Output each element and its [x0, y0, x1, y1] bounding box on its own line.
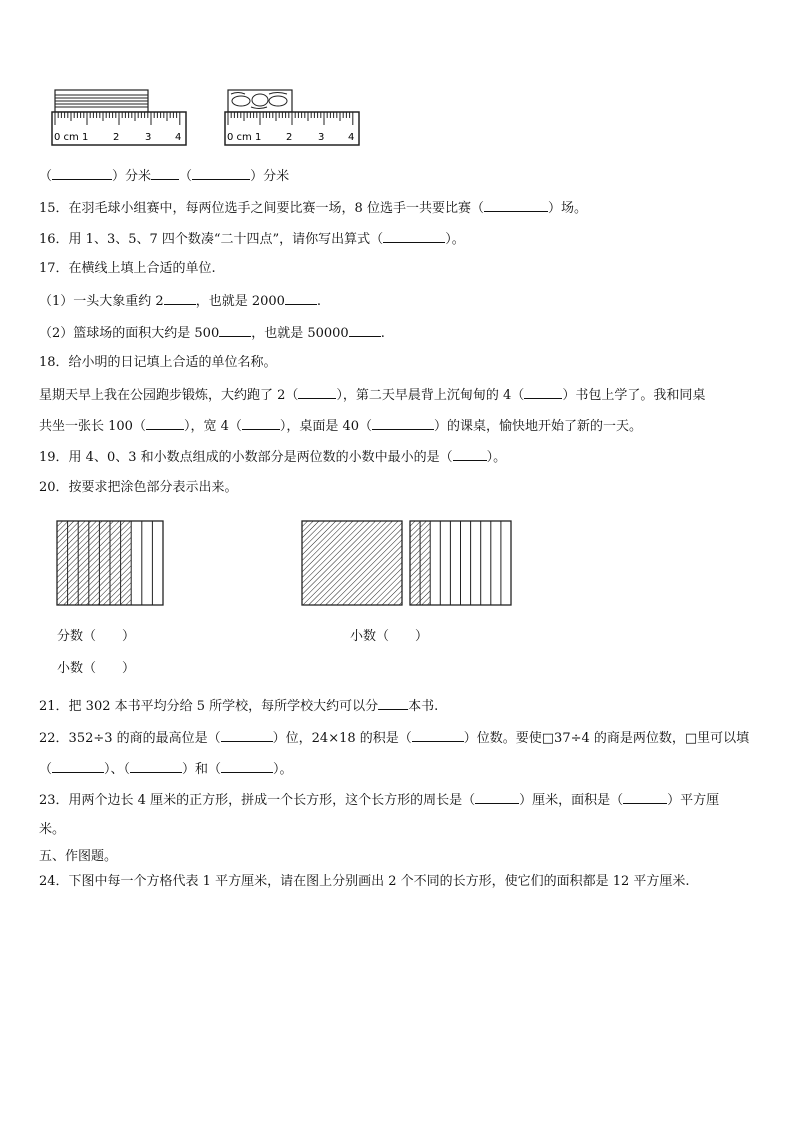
question-text: ）场。 — [547, 201, 587, 216]
ruler-label-0-1: 0 cm 1 — [54, 132, 89, 143]
answer-blank[interactable] — [453, 448, 487, 461]
question-text: 21．把 302 本书平均分给 5 所学校，每所学校大约可以分 — [39, 699, 379, 714]
question-text: 共坐一张长 100（ — [39, 419, 146, 434]
question-text: 24．下图中每一个方格代表 1 平方厘米，请在图上分别画出 2 个不同的长方形，使它们的面积都是 12 平方厘米. — [39, 874, 690, 889]
question-text: ）平方厘 — [667, 793, 720, 808]
ruler-label-3: 3 — [318, 132, 325, 143]
question-text: 19．用 4、0、3 和小数点组成的小数部分是两位数的小数中最小的是（ — [39, 450, 453, 465]
question-24 — [39, 874, 690, 890]
question-text: 本书. — [408, 699, 439, 714]
fraction-answer-label: 分数（ ） — [57, 629, 136, 644]
column-dividers — [420, 521, 501, 605]
question-18-title — [39, 355, 277, 371]
question-text: 18．给小明的日记填上合适的单位名称。 — [39, 355, 277, 370]
question-17-title — [39, 261, 216, 277]
answer-blank[interactable] — [412, 729, 464, 742]
q20-right-figure — [299, 518, 515, 608]
answer-blank[interactable] — [221, 760, 273, 773]
question-text: ）厘米，面积是（ — [519, 793, 624, 808]
decimal-answer-label-left: 小数（ ） — [57, 661, 136, 676]
question-23-line-2 — [39, 822, 65, 838]
question-17-item-1 — [39, 292, 321, 310]
fully-shaded-square — [302, 521, 402, 605]
answer-blank[interactable] — [192, 167, 250, 180]
answer-blank[interactable] — [52, 167, 112, 180]
question-text: 22．352÷3 的商的最高位是（ — [39, 731, 221, 746]
answer-blank[interactable] — [349, 324, 381, 337]
question-19 — [39, 448, 506, 466]
unit-label: 分米 — [125, 169, 152, 184]
question-text: . — [380, 326, 385, 341]
answer-blank[interactable] — [475, 791, 519, 804]
paren-close: ） — [112, 169, 126, 184]
answer-blank[interactable] — [298, 386, 336, 399]
ruler-label-4: 4 — [175, 132, 182, 143]
question-text: ）、（ — [104, 762, 131, 777]
question-text: ）位，24×18 的积是（ — [272, 731, 412, 746]
ruler-label-0-1: 0 cm 1 — [227, 132, 262, 143]
answer-blank[interactable] — [221, 729, 273, 742]
ruler-label-4: 4 — [348, 132, 355, 143]
question-text: ），桌面是 40（ — [279, 419, 373, 434]
answer-blank[interactable] — [52, 760, 104, 773]
question-text: ，也就是 2000 — [195, 294, 285, 309]
answer-blank[interactable] — [219, 324, 251, 337]
question-15 — [39, 199, 587, 217]
ruler-label-2: 2 — [286, 132, 293, 143]
question-text: ）。 — [486, 450, 507, 465]
patterned-strip — [228, 90, 292, 112]
paren-open: （ — [39, 169, 53, 184]
decimal-answer-label-right: 小数（ ） — [350, 629, 429, 644]
answer-blank[interactable] — [623, 791, 667, 804]
ruler-label-2: 2 — [113, 132, 120, 143]
ribbon-strip — [55, 90, 148, 112]
ruler-figure-2 — [223, 85, 363, 147]
question-18-line-1 — [39, 386, 705, 404]
answer-blank[interactable] — [164, 292, 196, 305]
question-21 — [39, 697, 438, 715]
question-text: 米。 — [39, 822, 66, 837]
question-17-item-2 — [39, 324, 385, 342]
question-text: 23．用两个边长 4 厘米的正方形，拼成一个长方形，这个长方形的周长是（ — [39, 793, 476, 808]
answer-blank[interactable] — [146, 417, 184, 430]
section-5-title — [39, 849, 117, 865]
question-text: ）的课桌，愉快地开始了新的一天。 — [434, 419, 643, 434]
paren-open: （ — [179, 169, 193, 184]
answer-blank[interactable] — [130, 760, 182, 773]
ruler-figure-1 — [50, 85, 190, 147]
answer-blank[interactable] — [151, 167, 179, 180]
question-text: ），第二天早晨背上沉甸甸的 4（ — [336, 388, 525, 403]
question-text: 16．用 1、3、5、7 四个数凑“二十四点”，请你写出算式（ — [39, 232, 384, 247]
question-text: 15．在羽毛球小组赛中，每两位选手之间要比赛一场，8 位选手一共要比赛（ — [39, 201, 484, 216]
answer-blank[interactable] — [484, 199, 548, 212]
question-text: . — [316, 294, 322, 309]
question-22-line-1 — [39, 729, 749, 747]
question-text: 20．按要求把涂色部分表示出来。 — [39, 480, 238, 495]
answer-blank[interactable] — [285, 292, 317, 305]
answer-blank[interactable] — [524, 386, 562, 399]
question-text: ）位数。要使□37÷4 的商是两位数，□里可以填 — [463, 731, 750, 746]
question-text: ）。 — [273, 762, 293, 777]
answer-blank[interactable] — [242, 417, 280, 430]
question-23-line-1 — [39, 791, 719, 809]
answer-blank[interactable] — [372, 417, 434, 430]
question-text: ）书包上学了。我和同桌 — [562, 388, 706, 403]
question-text: ）和（ — [182, 762, 222, 777]
question-text: 星期天早上我在公园跑步锻炼，大约跑了 2（ — [39, 388, 299, 403]
question-text: ），宽 4（ — [183, 419, 242, 434]
question-text: （2）篮球场的面积大约是 500 — [39, 326, 220, 341]
question-text: （ — [39, 762, 53, 777]
question-20-title — [39, 480, 238, 496]
answer-blank[interactable] — [378, 697, 408, 710]
answer-blank[interactable] — [383, 230, 445, 243]
question-16 — [39, 230, 465, 248]
question-18-line-2 — [39, 417, 642, 435]
section-heading: 五、作图题。 — [39, 849, 118, 864]
question-text: ，也就是 50000 — [251, 326, 349, 341]
question-text: （1）一头大象重约 2 — [39, 294, 164, 309]
unit-label: 分米 — [263, 169, 290, 184]
question-22-line-2 — [39, 760, 293, 778]
q20-left-figure — [54, 518, 166, 608]
question-text: 17．在横线上填上合适的单位. — [39, 261, 216, 276]
question-text: ）。 — [445, 232, 465, 247]
ruler-label-3: 3 — [145, 132, 152, 143]
paren-close: ） — [250, 169, 264, 184]
q14-answer-line — [39, 167, 289, 185]
